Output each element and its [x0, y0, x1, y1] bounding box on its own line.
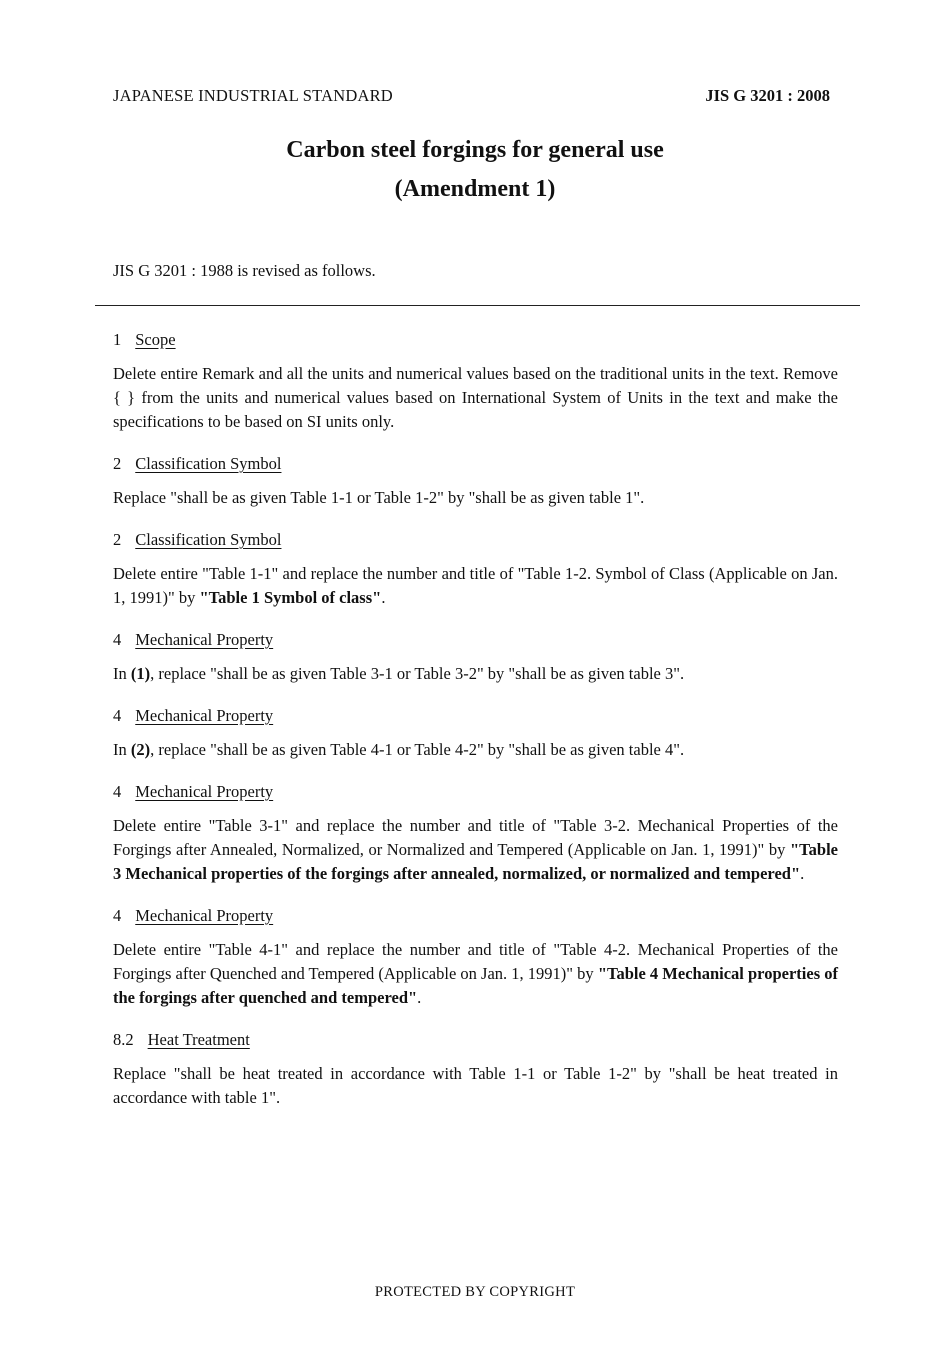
body-text: Delete entire "Table 3-1" and replace the number and title of "Table 3-2. Mechanical Properties of the Forgings after Annealed, Normalized, or Normalized and Tempered (Applicable on Jan. 1, 1991)" by	[113, 816, 838, 859]
section-number: 4	[113, 630, 122, 649]
copyright-footer: PROTECTED BY COPYRIGHT	[374, 1284, 576, 1300]
section-mechanical-property	[113, 781, 838, 886]
section-classification-symbol	[113, 529, 838, 610]
section-body	[113, 814, 838, 886]
section-title: Mechanical Property	[135, 706, 274, 725]
section-body: Replace "shall be as given Table 1-1 or Table 1-2" by "shall be as given table 1".	[113, 488, 645, 507]
section-body	[113, 738, 838, 762]
section-heading	[113, 529, 838, 551]
body-text: .	[800, 864, 805, 883]
section-number: 2	[113, 530, 122, 549]
section-heat-treatment	[113, 1029, 838, 1110]
body-emphasis: "Table 4 Mechanical properties of the forgings after quenched and tempered"	[113, 964, 838, 1007]
section-body	[113, 562, 838, 610]
body-emphasis: "Table 3 Mechanical properties of the forgings after annealed, normalized, or normalized and tempered"	[113, 840, 838, 883]
section-number: 8.2	[113, 1030, 134, 1049]
section-heading	[113, 905, 838, 927]
section-heading	[113, 329, 838, 351]
body-text: In	[113, 740, 131, 759]
section-heading	[113, 781, 838, 803]
divider	[95, 305, 860, 306]
body-emphasis: (2)	[130, 740, 151, 759]
section-body	[113, 938, 838, 1010]
section-heading	[113, 705, 838, 727]
section-title: Heat Treatment	[147, 1030, 250, 1049]
section-classification-symbol	[113, 453, 838, 510]
standard-number: JIS G 3201 : 2008	[705, 86, 830, 105]
section-heading	[113, 453, 838, 475]
section-number: 2	[113, 454, 122, 473]
section-scope	[113, 329, 838, 434]
body-emphasis: (1)	[130, 664, 151, 683]
intro-text: JIS G 3201 : 1988 is revised as follows.	[113, 261, 376, 280]
body-text: .	[417, 988, 422, 1007]
section-body	[113, 662, 838, 686]
section-title: Classification Symbol	[135, 454, 282, 473]
section-number: 4	[113, 782, 122, 801]
document-subtitle: (Amendment 1)	[394, 176, 556, 202]
body-text: Delete entire "Table 4-1" and replace the number and title of "Table 4-2. Mechanical Properties of the Forgings after Quenched and Tempered (Applicable on Jan. 1, 1991)" by	[113, 940, 838, 983]
standard-header: JAPANESE INDUSTRIAL STANDARD	[113, 86, 393, 105]
document-title: Carbon steel forgings for general use	[286, 137, 664, 163]
section-heading	[113, 629, 838, 651]
section-number: 4	[113, 906, 122, 925]
body-text: In	[113, 664, 131, 683]
section-body: Replace "shall be heat treated in accordance with Table 1-1 or Table 1-2" by "shall be heat treated in accordance with table 1".	[113, 1064, 838, 1107]
section-title: Mechanical Property	[135, 630, 274, 649]
section-number: 4	[113, 706, 122, 725]
section-title: Classification Symbol	[135, 530, 282, 549]
section-title: Mechanical Property	[135, 906, 274, 925]
body-emphasis: "Table 1 Symbol of class"	[199, 588, 382, 607]
section-body: Delete entire Remark and all the units and numerical values based on the traditional units in the text. Remove { } from the units and numerical values based on International System of Units in the text and make the specifications to be based on SI units only.	[113, 364, 838, 431]
section-title: Scope	[135, 330, 176, 349]
section-mechanical-property	[113, 705, 838, 762]
section-heading	[113, 1029, 838, 1051]
amendment-list	[113, 329, 838, 1129]
body-text: , replace "shall be as given Table 4-1 or Table 4-2" by "shall be as given table 4".	[150, 740, 685, 759]
section-mechanical-property	[113, 905, 838, 1010]
section-number: 1	[113, 330, 122, 349]
body-text: Delete entire "Table 1-1" and replace the number and title of "Table 1-2. Symbol of Class (Applicable on Jan. 1, 1991)" by	[113, 564, 838, 607]
body-text: , replace "shall be as given Table 3-1 or Table 3-2" by "shall be as given table 3".	[150, 664, 685, 683]
section-mechanical-property	[113, 629, 838, 686]
body-text: .	[381, 588, 386, 607]
section-title: Mechanical Property	[135, 782, 274, 801]
